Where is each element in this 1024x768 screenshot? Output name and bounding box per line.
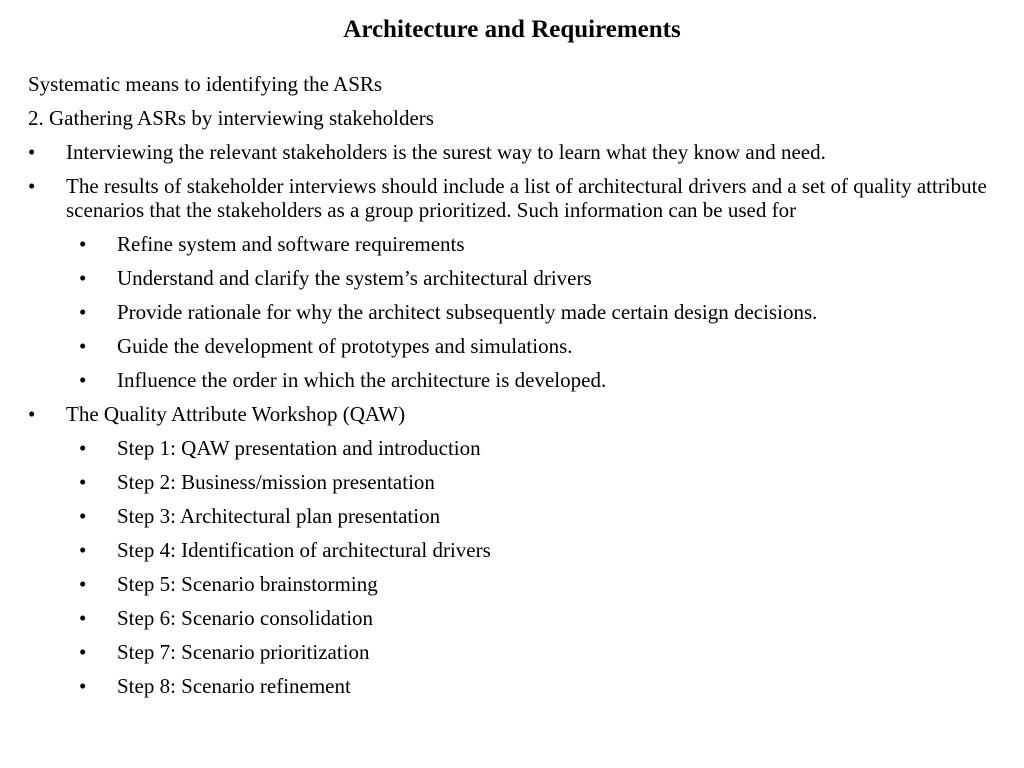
bullet-text: Guide the development of prototypes and simulations. xyxy=(117,334,573,358)
subheading: 2. Gathering ASRs by interviewing stakeholders xyxy=(28,106,434,130)
slide-body xyxy=(28,72,998,708)
sub-bullet-item xyxy=(28,504,998,528)
sub-bullet-item xyxy=(28,436,998,460)
sub-bullet-item xyxy=(28,606,998,630)
bullet-text: Step 2: Business/mission presentation xyxy=(117,470,435,494)
bullet-marker: • xyxy=(79,368,87,392)
bullet-marker: • xyxy=(79,470,87,494)
bullet-text: Refine system and software requirements xyxy=(117,232,465,256)
sub-bullet-item xyxy=(28,266,998,290)
bullet-marker: • xyxy=(79,572,87,596)
bullet-text: Step 1: QAW presentation and introduction xyxy=(117,436,481,460)
slide-title: Architecture and Requirements xyxy=(343,16,681,43)
bullet-text: Step 3: Architectural plan presentation xyxy=(117,504,441,528)
bullet-text: Step 6: Scenario consolidation xyxy=(117,606,374,630)
bullet-marker: • xyxy=(79,436,87,460)
bullet-text: Provide rationale for why the architect subsequently made certain design decisions. xyxy=(117,300,818,324)
bullet-marker: • xyxy=(79,640,87,664)
bullet-marker: • xyxy=(79,504,87,528)
bullet-item xyxy=(28,174,998,222)
sub-bullet-item xyxy=(28,300,998,324)
bullet-marker: • xyxy=(79,606,87,630)
bullet-text: Interviewing the relevant stakeholders is the surest way to learn what they know and need. xyxy=(66,140,826,164)
bullet-marker: • xyxy=(28,402,36,426)
intro-line: Systematic means to identifying the ASRs xyxy=(28,72,383,96)
sub-bullet-item xyxy=(28,232,998,256)
bullet-marker: • xyxy=(79,674,87,698)
bullet-text: Influence the order in which the architecture is developed. xyxy=(117,368,607,392)
bullet-item xyxy=(28,140,998,164)
bullet-text: Step 7: Scenario prioritization xyxy=(117,640,370,664)
bullet-text: The results of stakeholder interviews should include a list of architectural drivers and a set of quality attribute scenarios that the stakeholders as a group prioritized. Such information can be used for xyxy=(66,174,987,222)
bullet-marker: • xyxy=(79,300,87,324)
bullet-marker: • xyxy=(79,232,87,256)
sub-bullet-item xyxy=(28,640,998,664)
sub-bullet-item xyxy=(28,334,998,358)
sub-bullet-item xyxy=(28,538,998,562)
bullet-marker: • xyxy=(79,334,87,358)
bullet-marker: • xyxy=(79,266,87,290)
bullet-text: Step 4: Identification of architectural drivers xyxy=(117,538,491,562)
bullet-marker: • xyxy=(79,538,87,562)
bullet-text: Step 5: Scenario brainstorming xyxy=(117,572,378,596)
sub-bullet-item xyxy=(28,470,998,494)
bullet-text: Step 8: Scenario refinement xyxy=(117,674,351,698)
bullet-marker: • xyxy=(28,174,36,198)
sub-bullet-item xyxy=(28,572,998,596)
bullet-marker: • xyxy=(28,140,36,164)
sub-bullet-item xyxy=(28,674,998,698)
bullet-item xyxy=(28,402,998,426)
sub-bullet-item xyxy=(28,368,998,392)
bullet-text: Understand and clarify the system’s architectural drivers xyxy=(117,266,592,290)
bullet-text: The Quality Attribute Workshop (QAW) xyxy=(66,402,406,426)
